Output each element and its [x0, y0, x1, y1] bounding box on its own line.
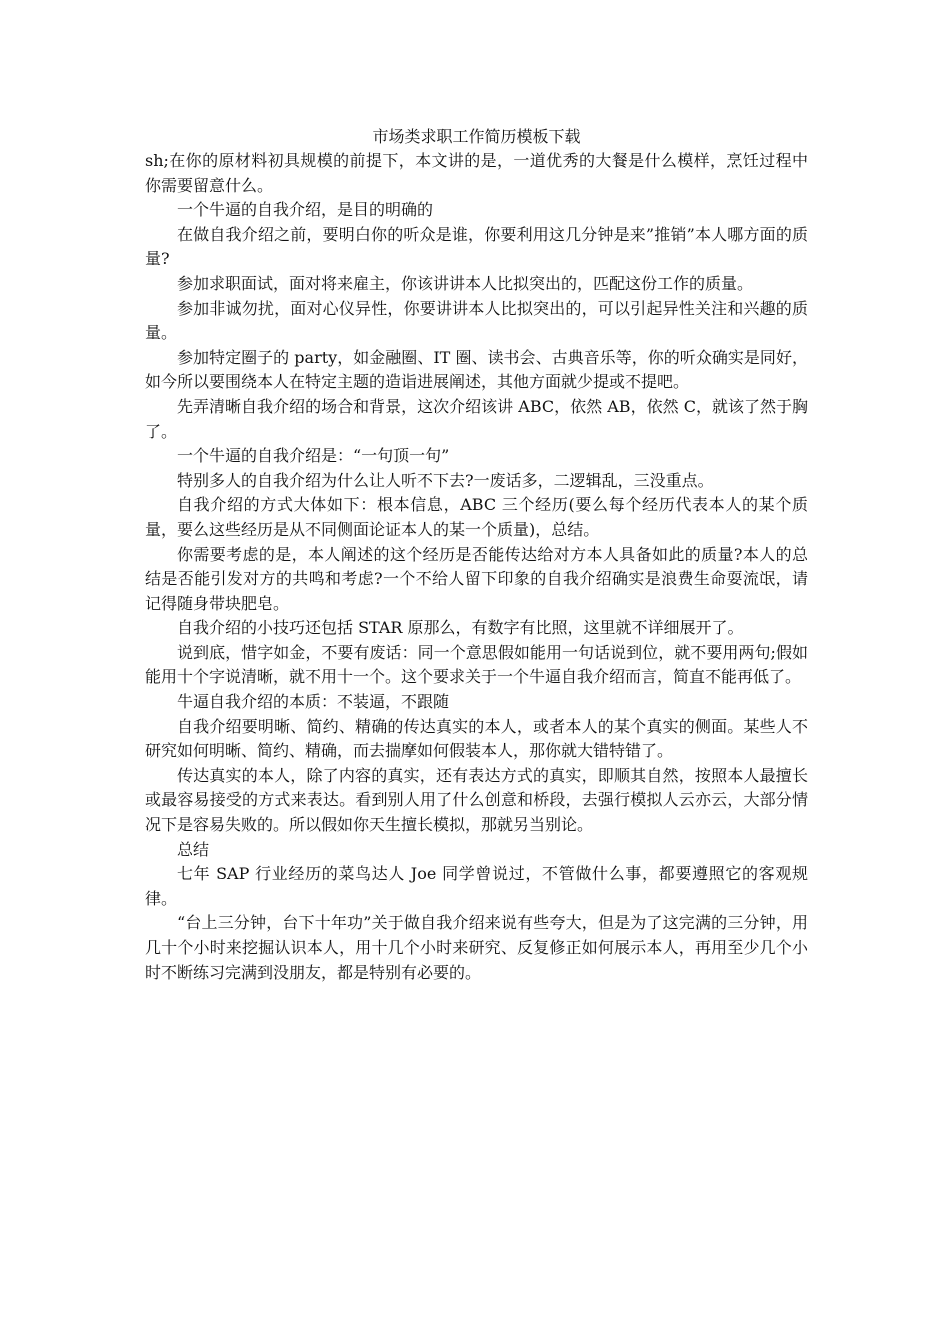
section-heading-summary: 总结 — [177, 839, 210, 859]
paragraph: 说到底，惜字如金，不要有废话：同一个意思假如能用一句话说到位，就不要用两句;假如能用十个字说清晰，就不用十一个。这个要求关于一个牛逼自我介绍而言，简直不能再低了。 — [145, 642, 808, 687]
paragraph: 参加非诚勿扰，面对心仪异性，你要讲讲本人比拟突出的，可以引起异性关注和兴趣的质量。 — [145, 298, 808, 343]
document-title: 市场类求职工作简历模板下载 — [372, 127, 581, 146]
document-page — [145, 125, 808, 985]
paragraph: 先弄清晰自我介绍的场合和背景，这次介绍该讲 ABC，依然 AB，依然 C，就该了然于胸了。 — [145, 396, 808, 441]
paragraph-intro: sh;在你的原材料初具规模的前提下，本文讲的是，一道优秀的大餐是什么模样，烹饪过程中你需要留意什么。 — [145, 151, 808, 195]
paragraph: “台上三分钟，台下十年功”关于做自我介绍来说有些夸大，但是为了这完满的三分钟，用几十个小时来挖掘认识本人，用十几个小时来研究、反复修正如何展示本人，再用至少几个小时不断练习完满到没朋友，都是特别有必要的。 — [145, 913, 808, 982]
paragraph: 参加特定圈子的 party，如金融圈、IT 圈、读书会、古典音乐等，你的听众确实是同好，如今所以要围绕本人在特定主题的造诣进展阐述，其他方面就少提或不提吧。 — [145, 347, 808, 392]
paragraph: 你需要考虑的是，本人阐述的这个经历是否能传达给对方本人具备如此的质量?本人的总结是否能引发对方的共鸣和考虑?一个不给人留下印象的自我介绍确实是浪费生命耍流氓，请记得随身带块肥皂。 — [145, 544, 808, 613]
paragraph: 自我介绍的方式大体如下：根本信息，ABC 三个经历(要么每个经历代表本人的某个质量，要么这些经历是从不同侧面论证本人的某一个质量)，总结。 — [145, 495, 808, 539]
section-heading-one-line: 一个牛逼的自我介绍是：“一句顶一句” — [177, 446, 450, 466]
section-heading-purpose: 一个牛逼的自我介绍，是目的明确的 — [177, 200, 434, 220]
paragraph: 七年 SAP 行业经历的菜鸟达人 Joe 同学曾说过，不管做什么事，都要遵照它的客观规律。 — [145, 864, 808, 908]
paragraph: 自我介绍要明晰、简约、精确的传达真实的本人，或者本人的某个真实的侧面。某些人不研究如何明晰、简约、精确，而去揣摩如何假装本人，那你就大错特错了。 — [145, 716, 808, 761]
paragraph: 特别多人的自我介绍为什么让人听不下去?一废话多，二逻辑乱，三没重点。 — [177, 470, 714, 490]
paragraph: 自我介绍的小技巧还包括 STAR 原那么，有数字有比照，这里就不详细展开了。 — [177, 618, 744, 638]
section-heading-essence: 牛逼自我介绍的本质：不装逼，不跟随 — [177, 692, 450, 712]
paragraph: 参加求职面试，面对将来雇主，你该讲讲本人比拟突出的，匹配这份工作的质量。 — [177, 273, 754, 293]
paragraph: 传达真实的本人，除了内容的真实，还有表达方式的真实，即顺其自然，按照本人最擅长或最容易接受的方式来表达。看到别人用了什么创意和桥段，去强行模拟人云亦云，大部分情况下是容易失败的。所以假如你天生擅长模拟，那就另当别论。 — [145, 765, 808, 835]
paragraph: 在做自我介绍之前，要明白你的听众是谁，你要利用这几分钟是来”推销”本人哪方面的质量? — [145, 224, 808, 269]
